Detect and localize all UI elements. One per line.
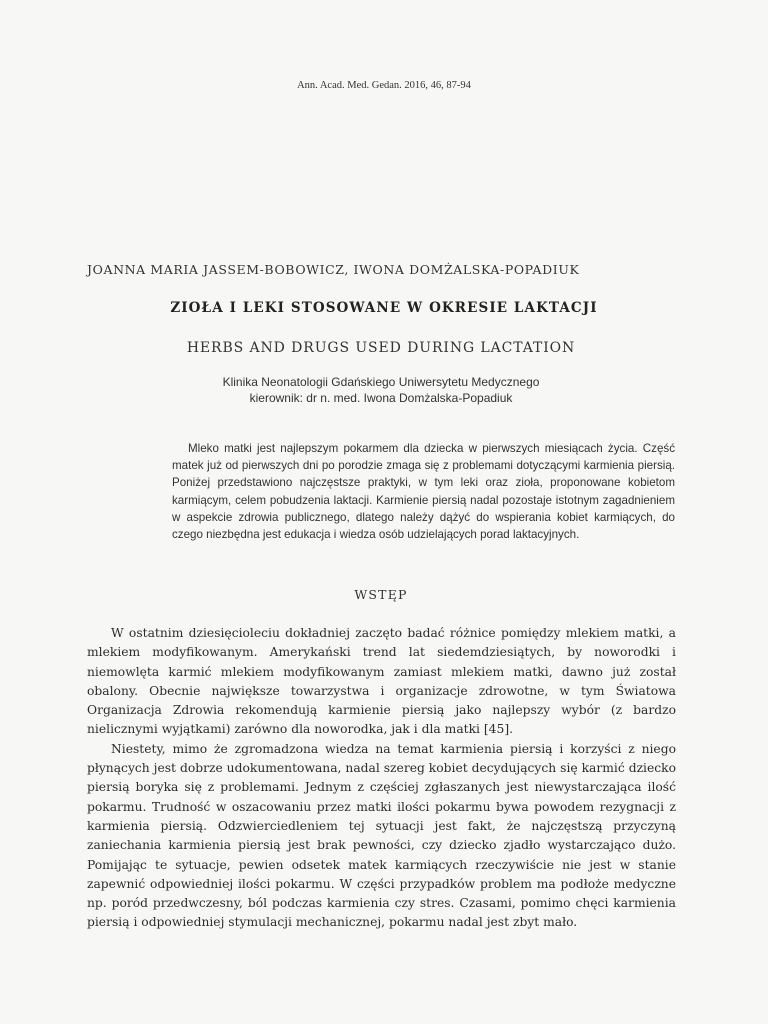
affiliation-block bbox=[0, 374, 762, 406]
affiliation-head: kierownik: dr n. med. Iwona Domżalska-Popadiuk bbox=[249, 391, 513, 405]
author-list: JOANNA MARIA JASSEM-BOBOWICZ, IWONA DOMŻALSKA-POPADIUK bbox=[87, 262, 580, 277]
abstract: Mleko matki jest najlepszym pokarmem dla dziecka w pierwszych miesiącach życia. Część matek już od pierwszych dni po porodzie zmaga się z problemami dotyczącymi karmienia piersią. Poniżej przedstawiono najczęstsze praktyki, w tym leki oraz zioła, proponowane kobietom karmiącym, celem pobudzenia laktacji. Karmienie piersią nadal pozostaje istotnym zagadnieniem w aspekcie zdrowia publicznego, dlatego należy dążyć do wspierania kobiet karmiących, do czego niezbędna jest edukacja i wiedza osób udzielających porad laktacyjnych. bbox=[172, 442, 675, 542]
body-paragraph: Niestety, mimo że zgromadzona wiedza na temat karmienia piersią i korzyści z niego płynących jest dobrze udokumentowana, nadal szereg kobiet decydujących się karmić dziecko piersią boryka się z problemami. Jednym z częściej zgłaszanych jest niewystarczająca ilość pokarmu. Trudność w oszacowaniu przez matki ilości pokarmu bywa powodem rezygnacji z karmienia piersią. Odzwierciedleniem tej sytuacji jest fakt, że najczęstszą przyczyną zaniechania karmienia piersią jest brak pewności, czy dziecko zjadło wystarczająco dużo. Pomijając te sytuacje, pewien odsetek matek karmiących rzeczywiście nie jest w stanie zapewnić odpowiedniej ilości pokarmu. W części przypadków problem ma podłoże medyczne np. poród przedwczesny, ból podczas karmienia czy stres. Czasami, pomimo chęci karmienia piersią i odpowiedniej stymulacji mechanicznej, pokarmu nadal jest zbyt mało. bbox=[87, 741, 676, 930]
section-heading: WSTĘP bbox=[354, 587, 408, 602]
section-body bbox=[87, 624, 676, 933]
affiliation-institution: Klinika Neonatologii Gdańskiego Uniwersytetu Medycznego bbox=[222, 375, 540, 389]
journal-citation: Ann. Acad. Med. Gedan. 2016, 46, 87-94 bbox=[297, 80, 471, 91]
article-title-polish: ZIOŁA I LEKI STOSOWANE W OKRESIE LAKTACJI bbox=[170, 300, 598, 316]
body-paragraph: W ostatnim dziesięcioleciu dokładniej zaczęto badać różnice pomiędzy mlekiem matki, a mlekiem modyfikowanym. Amerykański trend lat siedemdziesiątych, by noworodki i niemowlęta karmić mlekiem modyfikowanym zamiast mlekiem matki, dawno już został obalony. Obecnie największe towarzystwa i organizacje zdrowotne, w tym Światowa Organizacja Zdrowia rekomendują karmienie piersią jako najlepszy wybór (z bardzo nielicznymi wyjątkami) zarówno dla noworodka, jak i dla matki [45]. bbox=[87, 626, 676, 737]
article-title-english: HERBS AND DRUGS USED DURING LACTATION bbox=[186, 340, 576, 356]
